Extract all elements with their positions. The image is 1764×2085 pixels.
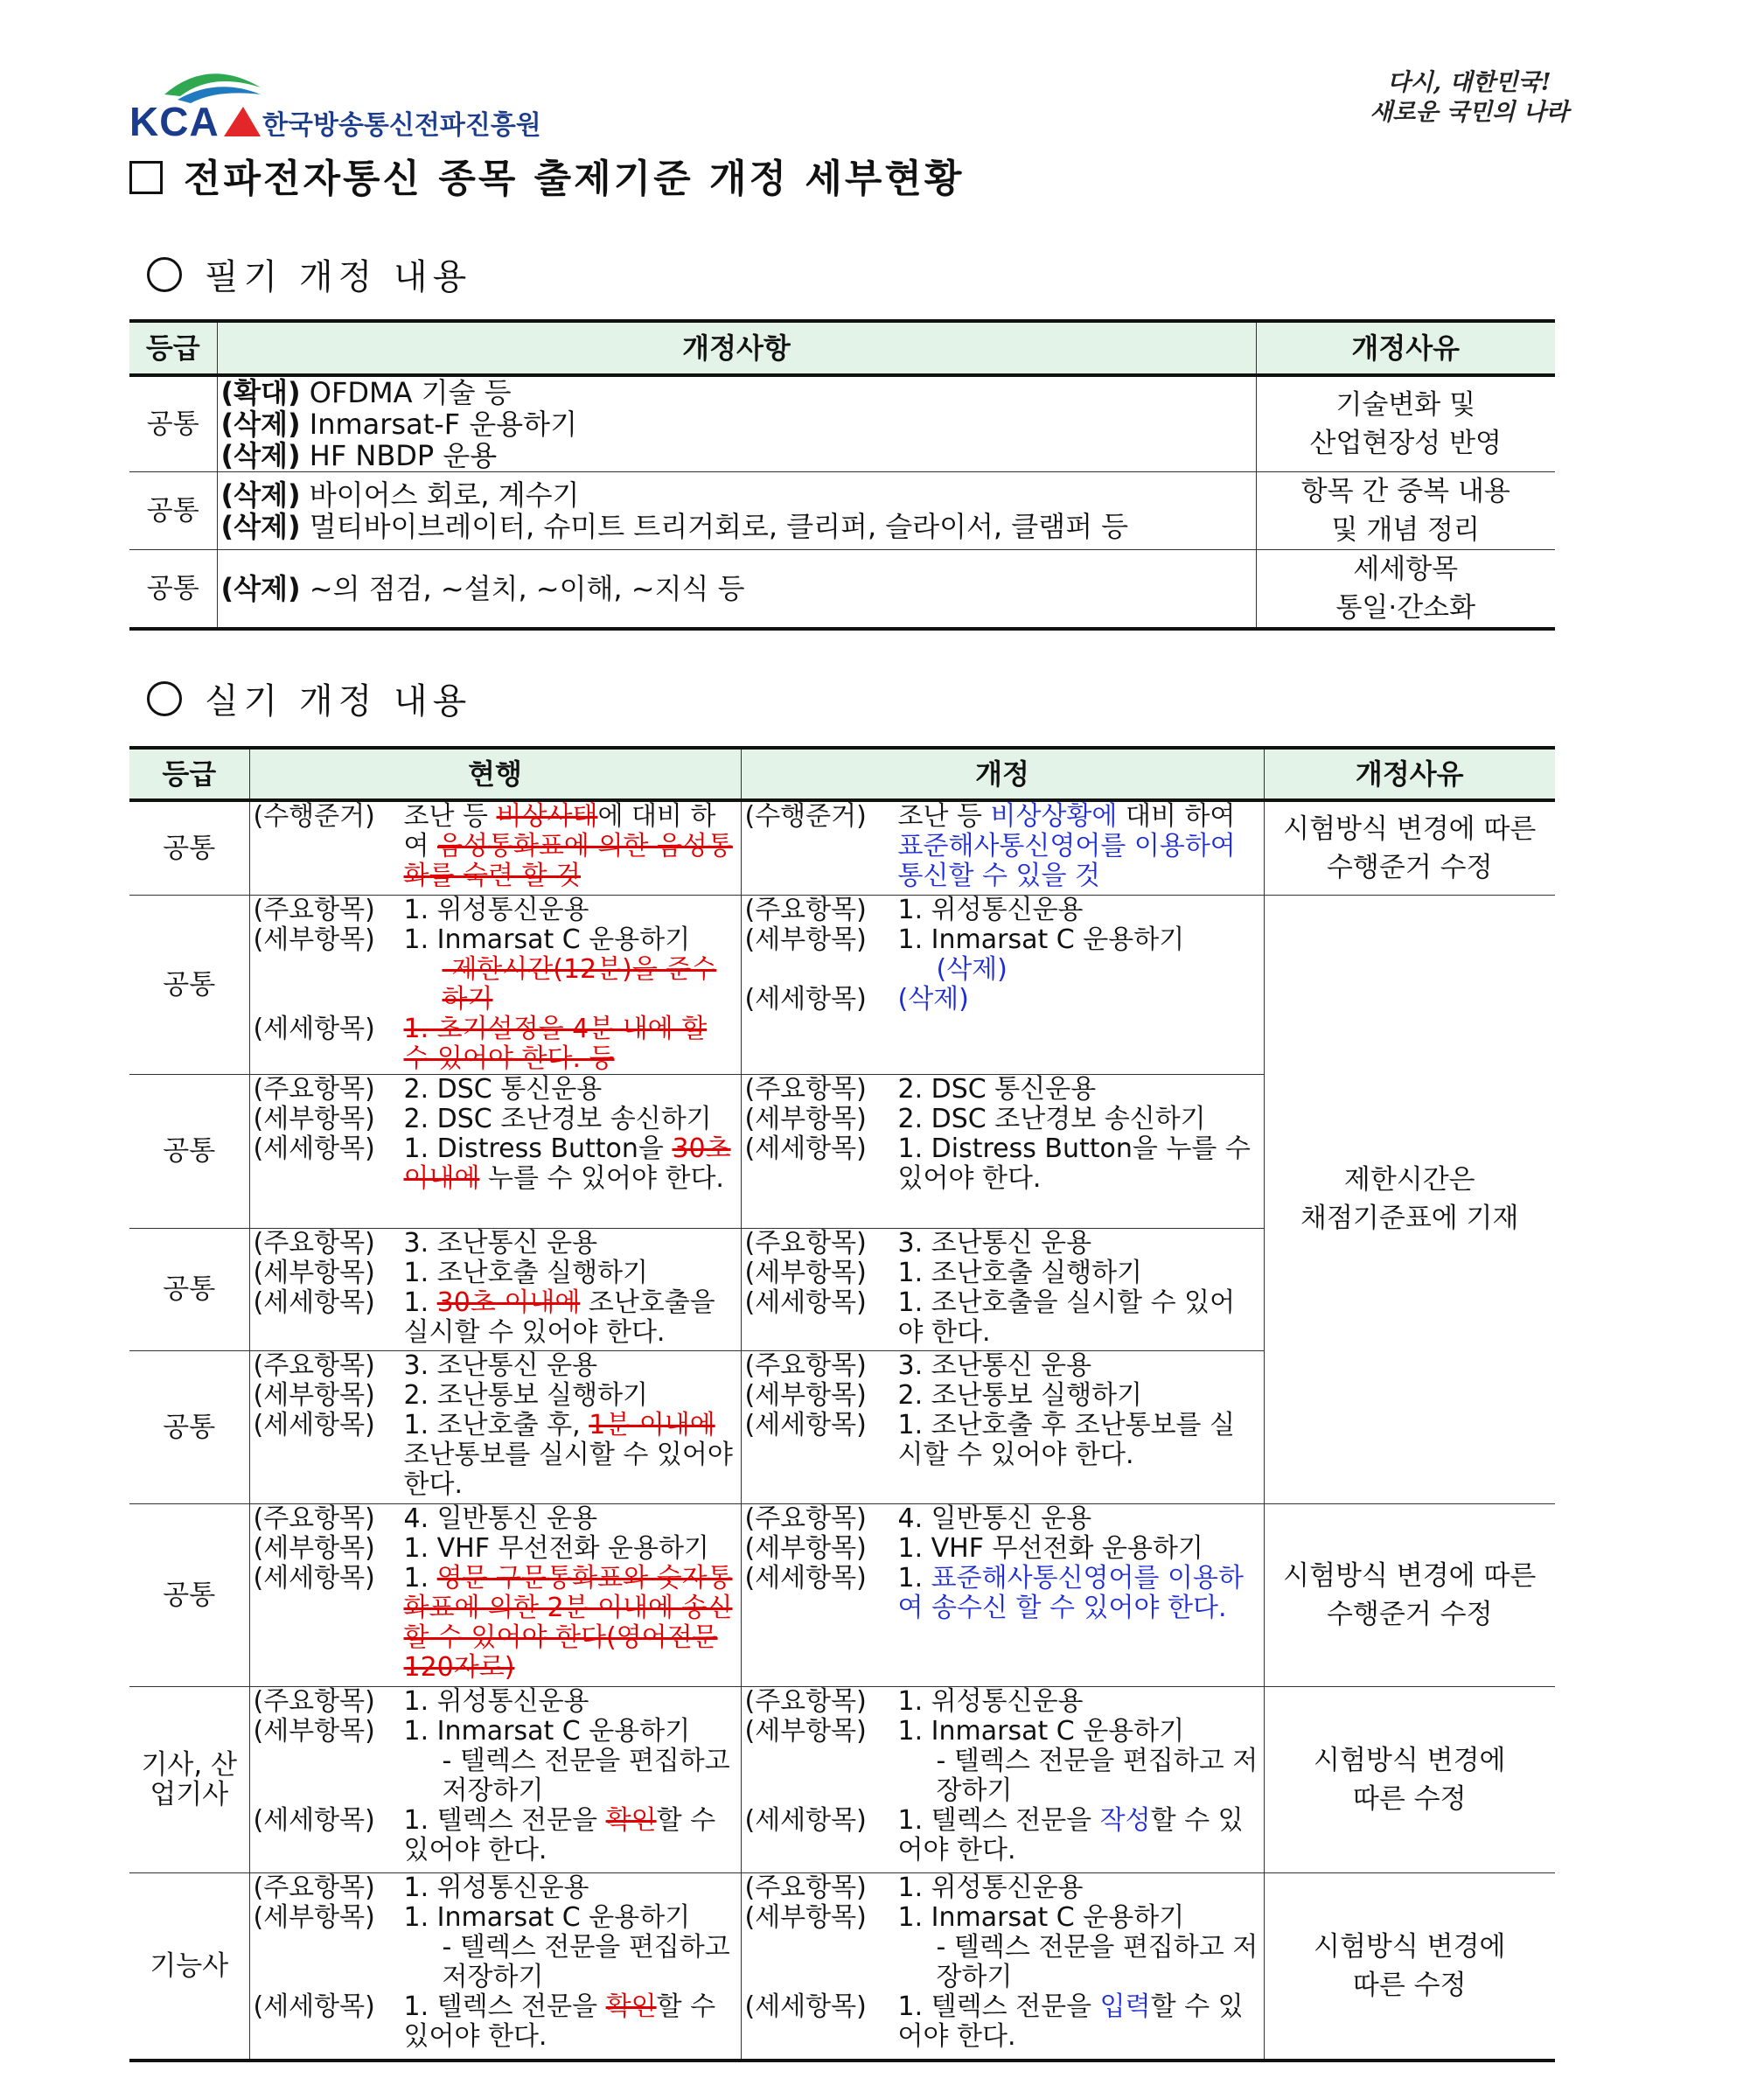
current-cell: (주요항목) 1. 위성통신운용 (세부항목) 1. Inmarsat C 운용하기 - 텔렉스 전문을 편집하고 저장하기 (세세항목) 1. 텔렉스 전문을 확인할 수 있어야 한다.	[249, 1686, 741, 1872]
col-header-reason: 개정사유	[1256, 321, 1555, 375]
circle-bullet-icon	[147, 681, 182, 716]
grade-cell: 공통	[129, 550, 217, 630]
grade-cell: 공통	[129, 895, 249, 1074]
table-row	[129, 375, 1555, 472]
revised-cell: (주요항목) 2. DSC 통신운용 (세부항목) 2. DSC 조난경보 송신하기 (세세항목) 1. Distress Button을 누를 수 있어야 한다.	[741, 1074, 1264, 1228]
reason-cell: 시험방식 변경에 따른 수행준거 수정	[1264, 800, 1555, 895]
table-row	[129, 800, 1555, 895]
table-header-row	[129, 748, 1555, 800]
changes-cell: (삭제) ~의 점검, ~설치, ~이해, ~지식 등	[217, 550, 1256, 630]
reason-cell: 시험방식 변경에 따른 수행준거 수정	[1264, 1503, 1555, 1686]
grade-cell: 공통	[129, 1074, 249, 1228]
revised-cell: (주요항목) 1. 위성통신운용 (세부항목) 1. Inmarsat C 운용하기 (삭제) (세세항목) (삭제)	[741, 895, 1264, 1074]
written-table	[129, 319, 1555, 631]
col-header-grade: 등급	[129, 748, 249, 800]
logo-kca-text: KCA	[129, 99, 220, 144]
col-header-revised: 개정	[741, 748, 1264, 800]
kca-logo	[129, 61, 567, 144]
current-cell: (주요항목) 4. 일반통신 운용 (세부항목) 1. VHF 무선전화 운용하기 (세세항목) 1. 영문 구문통화표와 숫자통화표에 의한 2분 이내에 송신할 수 있어야 한다(영어전문 120자로)	[249, 1503, 741, 1686]
reason-cell: 세세항목 통일·간소화	[1256, 550, 1555, 630]
current-cell: (주요항목) 3. 조난통신 운용 (세부항목) 1. 조난호출 실행하기 (세세항목) 1. 30초 이내에 조난호출을 실시할 수 있어야 한다.	[249, 1228, 741, 1350]
col-header-grade: 등급	[129, 321, 217, 375]
table-row	[129, 895, 1555, 1074]
grade-cell: 공통	[129, 375, 217, 472]
grade-cell: 공통	[129, 1228, 249, 1350]
slogan-line-2: 새로운 국민의 나라	[1370, 99, 1569, 126]
revised-cell: (주요항목) 3. 조난통신 운용 (세부항목) 1. 조난호출 실행하기 (세세항목) 1. 조난호출을 실시할 수 있어야 한다.	[741, 1228, 1264, 1350]
circle-bullet-icon	[147, 257, 182, 292]
grade-cell: 공통	[129, 1350, 249, 1503]
reason-cell: 시험방식 변경에 따른 수정	[1264, 1686, 1555, 1872]
org-name: 한국방송통신전파진흥원	[262, 110, 541, 141]
grade-cell: 공통	[129, 1503, 249, 1686]
table-row	[129, 1686, 1555, 1872]
table-row	[129, 1503, 1555, 1686]
reason-cell: 항목 간 중복 내용 및 개념 정리	[1256, 472, 1555, 550]
col-header-reason: 개정사유	[1264, 748, 1555, 800]
table-row	[129, 472, 1555, 550]
reason-cell: 시험방식 변경에 따른 수정	[1264, 1872, 1555, 2061]
col-header-changes: 개정사항	[217, 321, 1256, 375]
slogan-line-1: 다시, 대한민국!	[1387, 69, 1551, 96]
revised-cell: (주요항목) 1. 위성통신운용 (세부항목) 1. Inmarsat C 운용하기 - 텔렉스 전문을 편집하고 저장하기 (세세항목) 1. 텔렉스 전문을 작성할 수 있어야 한다.	[741, 1686, 1264, 1872]
current-cell: (주요항목) 1. 위성통신운용 (세부항목) 1. Inmarsat C 운용하기 - 텔렉스 전문을 편집하고 저장하기 (세세항목) 1. 텔렉스 전문을 확인할 수 있어야 한다.	[249, 1872, 741, 2061]
written-heading: 필기 개정 내용	[147, 249, 471, 299]
revised-cell: (주요항목) 4. 일반통신 운용 (세부항목) 1. VHF 무선전화 운용하기 (세세항목) 1. 표준해사통신영어를 이용하여 송수신 할 수 있어야 한다.	[741, 1503, 1264, 1686]
changes-cell: (확대) OFDMA 기술 등 (삭제) Inmarsat-F 운용하기 (삭제) HF NBDP 운용	[217, 375, 1256, 472]
grade-cell: 공통	[129, 800, 249, 895]
grade-cell: 공통	[129, 472, 217, 550]
current-cell: (주요항목) 1. 위성통신운용 (세부항목) 1. Inmarsat C 운용하기 -제한시간(12분)을 준수하기 (세세항목) 1. 초기설정을 4분 내에 할 수 있어야 한다. 등	[249, 895, 741, 1074]
current-cell: (주요항목) 3. 조난통신 운용 (세부항목) 2. 조난통보 실행하기 (세세항목) 1. 조난호출 후, 1분 이내에 조난통보를 실시할 수 있어야 한다.	[249, 1350, 741, 1503]
grade-cell: 기능사	[129, 1872, 249, 2061]
grade-cell: 기사, 산업기사	[129, 1686, 249, 1872]
changes-cell: (삭제) 바이어스 회로, 계수기 (삭제) 멀티바이브레이터, 슈미트 트리거회로, 클리퍼, 슬라이서, 클램퍼 등	[217, 472, 1256, 550]
reason-cell: 제한시간은 채점기준표에 기재	[1264, 895, 1555, 1503]
page-title: 전파전자통신 종목 출제기준 개정 세부현황	[129, 147, 964, 203]
current-cell: (수행준거) 조난 등 비상사태에 대비 하여 음성통화표에 의한 음성통화를 숙련 할 것	[249, 800, 741, 895]
table-header-row	[129, 321, 1555, 375]
table-row	[129, 550, 1555, 630]
revised-cell: (주요항목) 3. 조난통신 운용 (세부항목) 2. 조난통보 실행하기 (세세항목) 1. 조난호출 후 조난통보를 실시할 수 있어야 한다.	[741, 1350, 1264, 1503]
practical-heading: 실기 개정 내용	[147, 673, 471, 723]
col-header-current: 현행	[249, 748, 741, 800]
revised-cell: (수행준거) 조난 등 비상상황에 대비 하여 표준해사통신영어를 이용하여 통신할 수 있을 것	[741, 800, 1264, 895]
square-bullet-icon	[129, 161, 163, 194]
practical-table	[129, 746, 1555, 2062]
current-cell: (주요항목) 2. DSC 통신운용 (세부항목) 2. DSC 조난경보 송신하기 (세세항목) 1. Distress Button을 30초 이내에 누를 수 있어야 한다.	[249, 1074, 741, 1228]
slogan	[1364, 68, 1574, 128]
reason-cell: 기술변화 및 산업현장성 반영	[1256, 375, 1555, 472]
revised-cell: (주요항목) 1. 위성통신운용 (세부항목) 1. Inmarsat C 운용하기 - 텔렉스 전문을 편집하고 저장하기 (세세항목) 1. 텔렉스 전문을 입력할 수 있어야 한다.	[741, 1872, 1264, 2061]
table-row	[129, 1872, 1555, 2061]
